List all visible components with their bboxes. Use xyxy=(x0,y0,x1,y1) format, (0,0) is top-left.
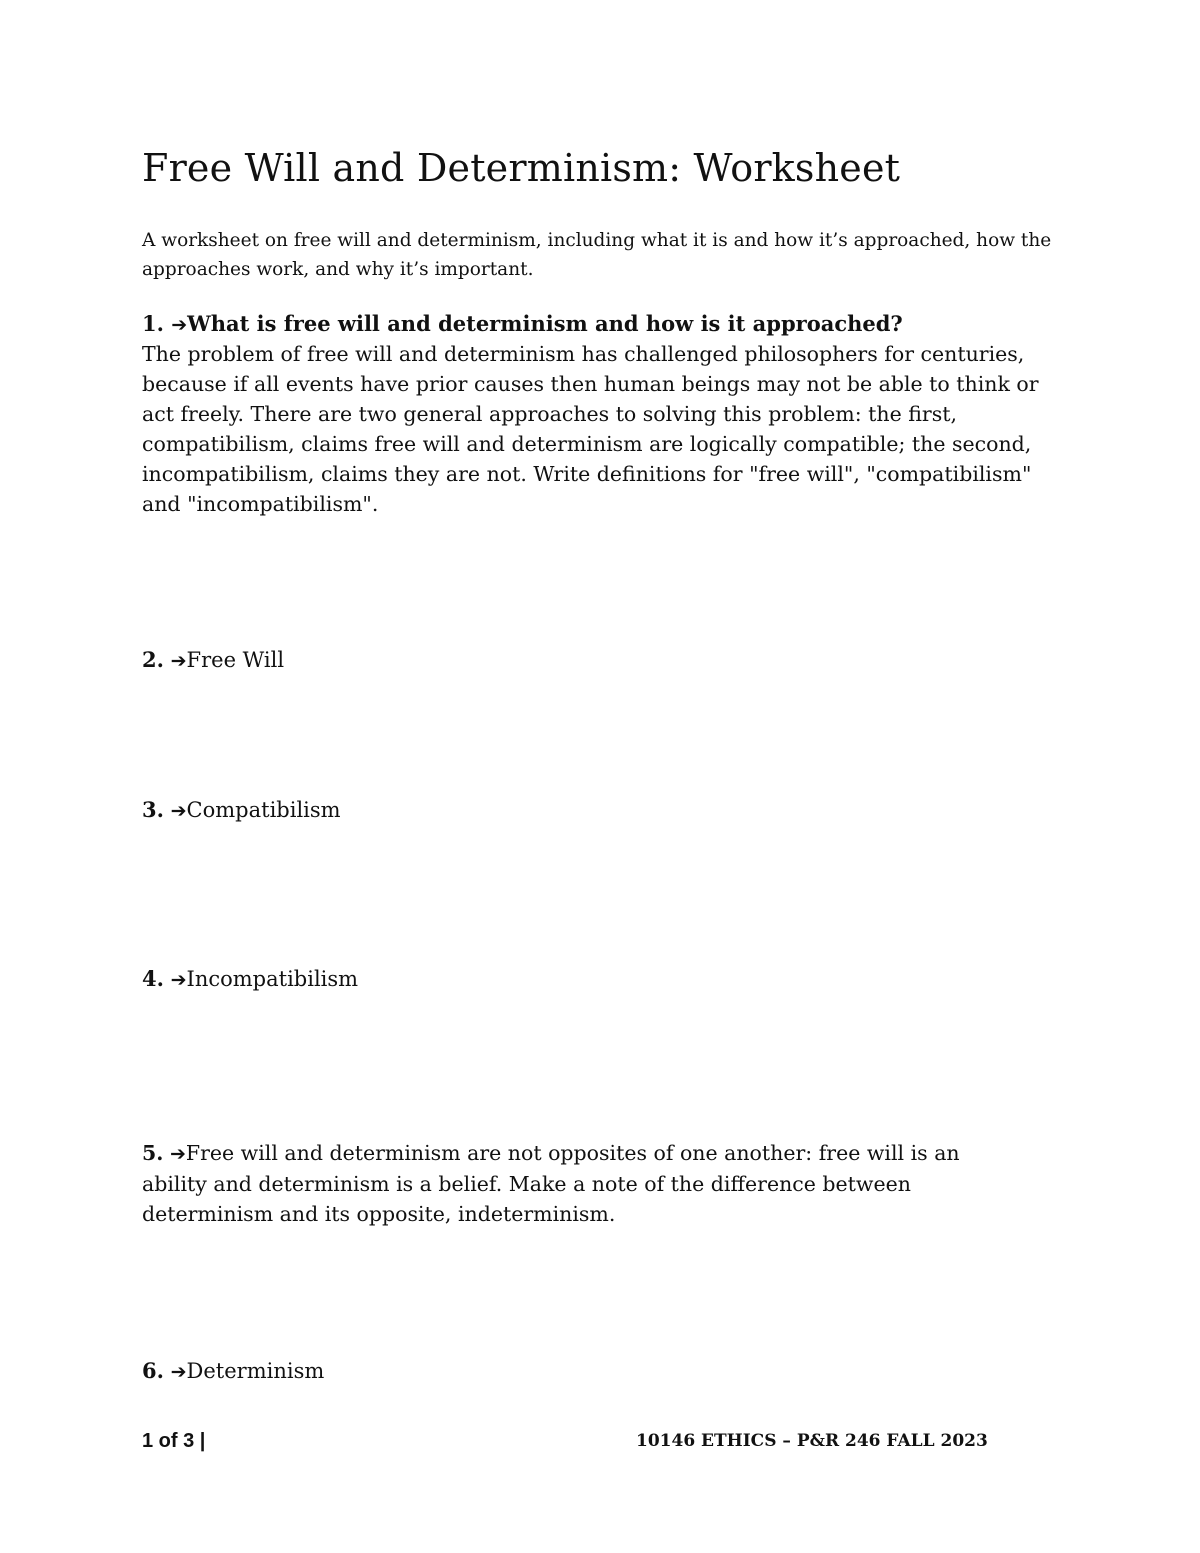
page-indicator: 1 of 3 | xyxy=(142,1430,206,1452)
question-text: Free will and determinism are not opposites of one another: free will is an ability and determinism is a belief. Make a note of the difference between determinism and its opposite, indeterminism. xyxy=(142,1141,960,1226)
question-1-body: The problem of free will and determinism has challenged philosophers for centuries, because if all events have prior causes then human beings may not be able to think or act freely. There are two general approaches to solving this problem: the first, compatibilism, claims free will and determinism are logically compatible; the second, incompatibilism, claims they are not. Write definitions for "free will", "compatibilism" and "incompatibilism". xyxy=(142,342,1039,516)
question-6 xyxy=(142,1356,324,1387)
question-number: 2. xyxy=(142,647,164,672)
question-text: Compatibilism xyxy=(186,798,341,822)
question-number: 1. xyxy=(142,311,164,336)
question-number: 3. xyxy=(142,797,164,822)
question-4 xyxy=(142,964,358,995)
question-number: 6. xyxy=(142,1358,164,1383)
question-text: Determinism xyxy=(186,1359,325,1383)
arrow-icon: ➔ xyxy=(171,314,188,336)
arrow-icon: ➔ xyxy=(170,969,187,991)
arrow-icon: ➔ xyxy=(170,650,187,672)
question-number: 4. xyxy=(142,966,164,991)
intro-text: A worksheet on free will and determinism, including what it is and how it’s approached, how the approaches work, and why it’s important. xyxy=(142,230,1052,280)
question-3 xyxy=(142,795,341,826)
question-text: Incompatibilism xyxy=(186,967,359,991)
page-title: Free Will and Determinism: Worksheet xyxy=(142,146,901,190)
question-text: Free Will xyxy=(186,648,285,672)
arrow-icon: ➔ xyxy=(169,1143,186,1165)
question-number: 5. xyxy=(142,1141,164,1165)
question-heading-text: What is free will and determinism and how is it approached? xyxy=(187,311,903,336)
arrow-icon: ➔ xyxy=(170,800,187,822)
arrow-icon: ➔ xyxy=(170,1361,187,1383)
course-footer: 10146 ETHICS – P&R 246 FALL 2023 xyxy=(636,1431,988,1451)
question-1-heading xyxy=(142,309,903,340)
question-5 xyxy=(142,1138,1022,1229)
question-2 xyxy=(142,645,284,676)
